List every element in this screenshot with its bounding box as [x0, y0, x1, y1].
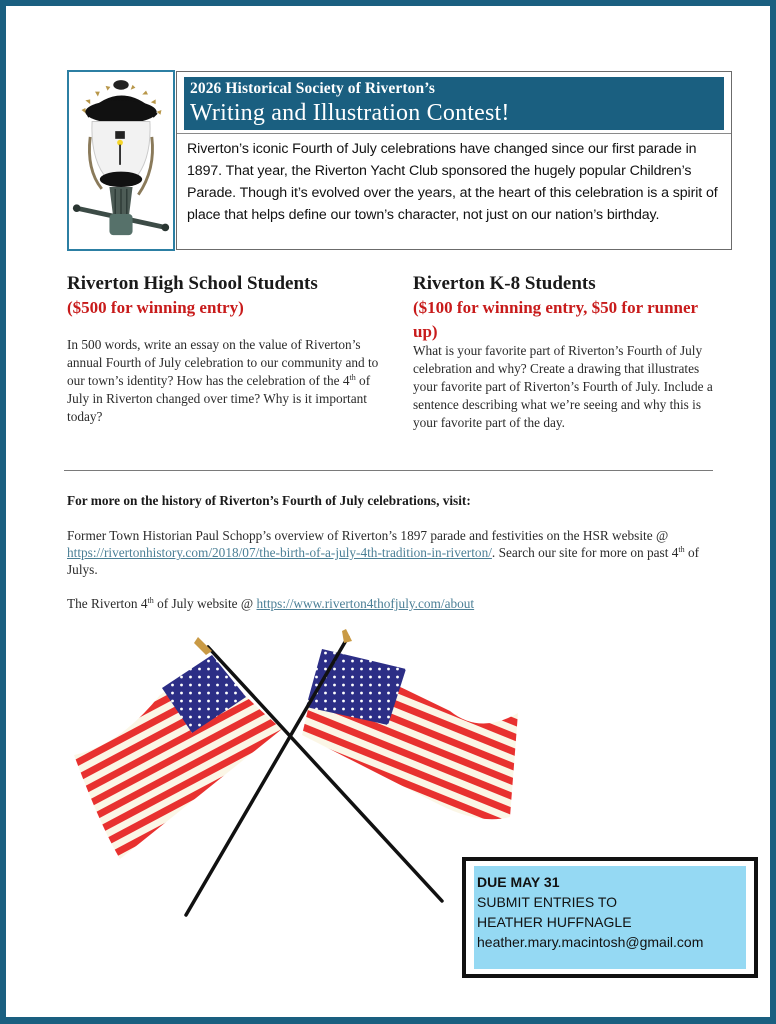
intro-box [176, 71, 732, 250]
resource-text: Former Town Historian Paul Schopp’s overview of Riverton’s 1897 parade and festivities on the HSR website @ [67, 528, 669, 543]
resources-section [67, 492, 717, 612]
high-school-prompt [67, 336, 382, 426]
street-lamp-image [67, 70, 175, 251]
street-lamp-icon [69, 72, 173, 249]
contact-email[interactable]: heather.mary.macintosh@gmail.com [477, 934, 704, 950]
prompt-text: of July in Riverton changed over time? Why is it important today? [67, 373, 371, 424]
k8-prompt: What is your favorite part of Riverton’s Fourth of July celebration and why? Create a drawing that illustrates your favorite part of Riverton’s Fourth of July. Include a sentence describing what we’re seeing and why this is your favorite part of the day. [413, 343, 713, 430]
ordinal-suffix: th [349, 373, 356, 382]
ordinal-suffix: th [147, 596, 154, 605]
k8-prize: ($100 for winning entry, $50 for runner up) [413, 298, 698, 341]
resource-item-website [67, 595, 717, 612]
k8-section [413, 272, 713, 432]
banner-subtitle: 2026 Historical Society of Riverton’s [190, 80, 436, 97]
submission-info [474, 866, 746, 969]
high-school-prize: ($500 for winning entry) [67, 298, 244, 317]
resources-heading: For more on the history of Riverton’s Fourth of July celebrations, visit: [67, 493, 471, 508]
contact-name: HEATHER HUFFNAGLE [477, 914, 632, 930]
submit-label: SUBMIT ENTRIES TO [477, 894, 618, 910]
high-school-section [67, 272, 382, 426]
resource-text: of July website @ [153, 596, 257, 611]
prompt-text: In 500 words, write an essay on the value of Riverton’s annual Fourth of July celebration to our community and to our town’s identity? How has the celebration of the 4 [67, 337, 379, 388]
riverton4thofjuly-link[interactable]: https://www.riverton4thofjuly.com/about [256, 596, 475, 611]
due-date: DUE MAY 31 [477, 874, 560, 890]
resource-item-history [67, 527, 717, 578]
rivertonhistory-link[interactable]: https://rivertonhistory.com/2018/07/the-birth-of-a-july-4th-tradition-in-riverton/ [67, 545, 492, 560]
submission-info-box [462, 857, 758, 978]
resource-text: of Julys. [67, 545, 700, 577]
title-banner [184, 77, 724, 130]
intro-paragraph: Riverton’s iconic Fourth of July celebrations have changed since our first parade in 1897. That year, the Riverton Yacht Club sponsored the hugely popular Children’s Parade. Though it’s evolved over the years, at the heart of this celebration is a spirit of place that helps define our town’s character, not just on our nation’s birthday. [187, 141, 718, 223]
banner-title: Writing and Illustration Contest! [190, 100, 510, 126]
ordinal-suffix: th [678, 545, 685, 554]
intro-divider [177, 133, 731, 134]
section-divider [64, 470, 713, 471]
resource-text: The Riverton 4 [67, 596, 148, 611]
high-school-heading: Riverton High School Students [67, 273, 318, 294]
k8-heading: Riverton K-8 Students [413, 273, 596, 294]
resource-text: . Search our site for more on past 4 [491, 545, 679, 560]
